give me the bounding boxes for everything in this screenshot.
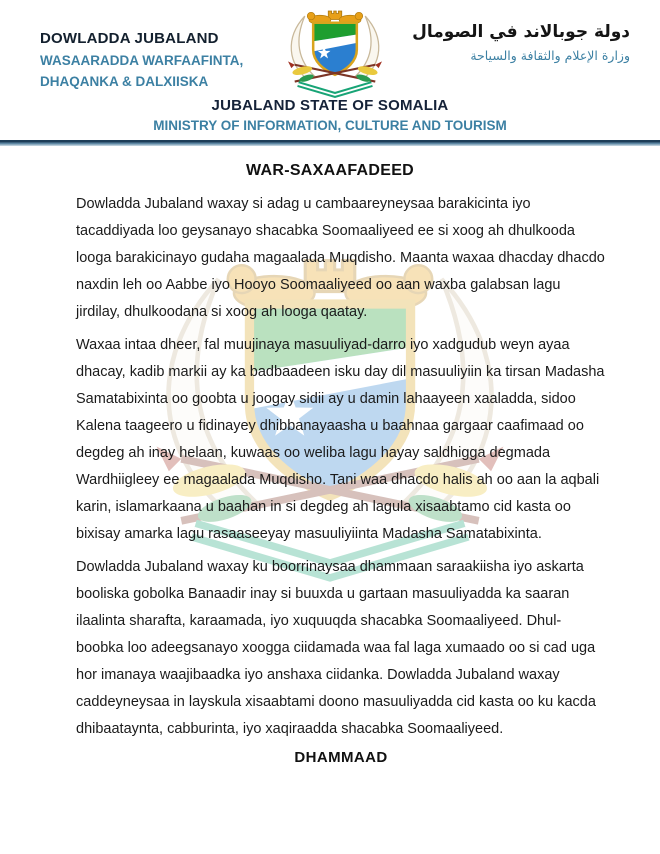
- org-title-arabic: دولة جوبالاند في الصومال: [412, 22, 630, 42]
- org-name-arabic: [400, 22, 630, 63]
- ministry-name-arabic: وزارة الإعلام والثقافة والسياحة: [470, 48, 630, 63]
- jubaland-coat-of-arms: [276, 6, 394, 100]
- paragraph-3: Dowladda Jubaland waxay ku boorrinaysaa dhammaan saraakiisha iyo askarta booliska gobolka Banaadir inay si buuxda u gartaan masuuliyadda ka saaran ilaalinta sharafta, karaamada, iyo xuquuqda shacabka Soomaaliyeed. Dhul-boobka loo adeegsanayo xoogga ciidamada waa fal laga xumaado oo si cad uga hor imanaya waajibaadka iyo anshaxa ciidanka. Dowladda Jubaland waxay caddeyneysaa in layskula xisaabtami doono masuuliyadda cid kasta oo ku kacda dhibaataynta, cabburinta, iyo xaqiraadda shacabka Soomaaliyeed.: [76, 559, 596, 737]
- state-title: JUBALAND STATE OF SOMALIA: [211, 97, 449, 114]
- letterhead-titles: [0, 97, 660, 133]
- ministry-name-somali-line2: DHAQANKA & DALXIISKA: [40, 73, 209, 89]
- paragraph-1: Dowladda Jubaland waxay si adag u cambaareyneysaa barakicinta iyo tacaddiyada loo geysanayo shacabka Soomaaliyeed ee si xoog ah dhulkooda looga barakicinayo gudaha magaalada Muqdisho. Maanta waxaa dhacday dhacdo naxdin leh oo Aabbe iyo Hooyo Soomaaliyeed oo aan waxba galabsan lagu jirdilay, dhulkoodana si xoog ah looga qaatay.: [76, 196, 605, 320]
- ministry-title: MINISTRY OF INFORMATION, CULTURE AND TOURISM: [153, 118, 507, 133]
- org-title: DOWLADDA JUBALAND: [40, 30, 219, 47]
- ministry-name-somali-line1: WASAARADDA WARFAAFINTA,: [40, 53, 244, 68]
- closing-word: DHAMMAAD: [294, 749, 388, 766]
- paragraph-2: Waxaa intaa dheer, fal muujinaya masuuliyad-darro iyo xadgudub weyn ayaa dhacay, kadib markii ay ka badbaadeen isku day dil masuuliyiin ka tirsan Madasha Samatabixinta oo goobta u joogay sidii ay u damin lahaayeen xaaladda, sidoo Kalena taageero u fidinayey dhibbanayaasha u baahnaa gargaar caafimaad oo degdeg ah inay helaan, kuwaas oo weliba lagu hayay saldhigga degmada Wardhiigleey ee magaalada Muqdisho. Tani waa dhacdo halis ah oo aan la aqbali karin, islamarkaana u baahan in si degdeg ah lagula xisaabtamo cid kasta oo bixisay amarka lagu rasaaseeyay masuuliyiinta Madasha Samatabixinta.: [76, 337, 605, 542]
- header-divider: [0, 140, 660, 146]
- org-name-somali: [40, 30, 270, 93]
- press-release-body: [0, 180, 660, 766]
- letterhead: [0, 0, 660, 96]
- press-release-heading: WAR-SAXAAFADEED: [245, 162, 415, 179]
